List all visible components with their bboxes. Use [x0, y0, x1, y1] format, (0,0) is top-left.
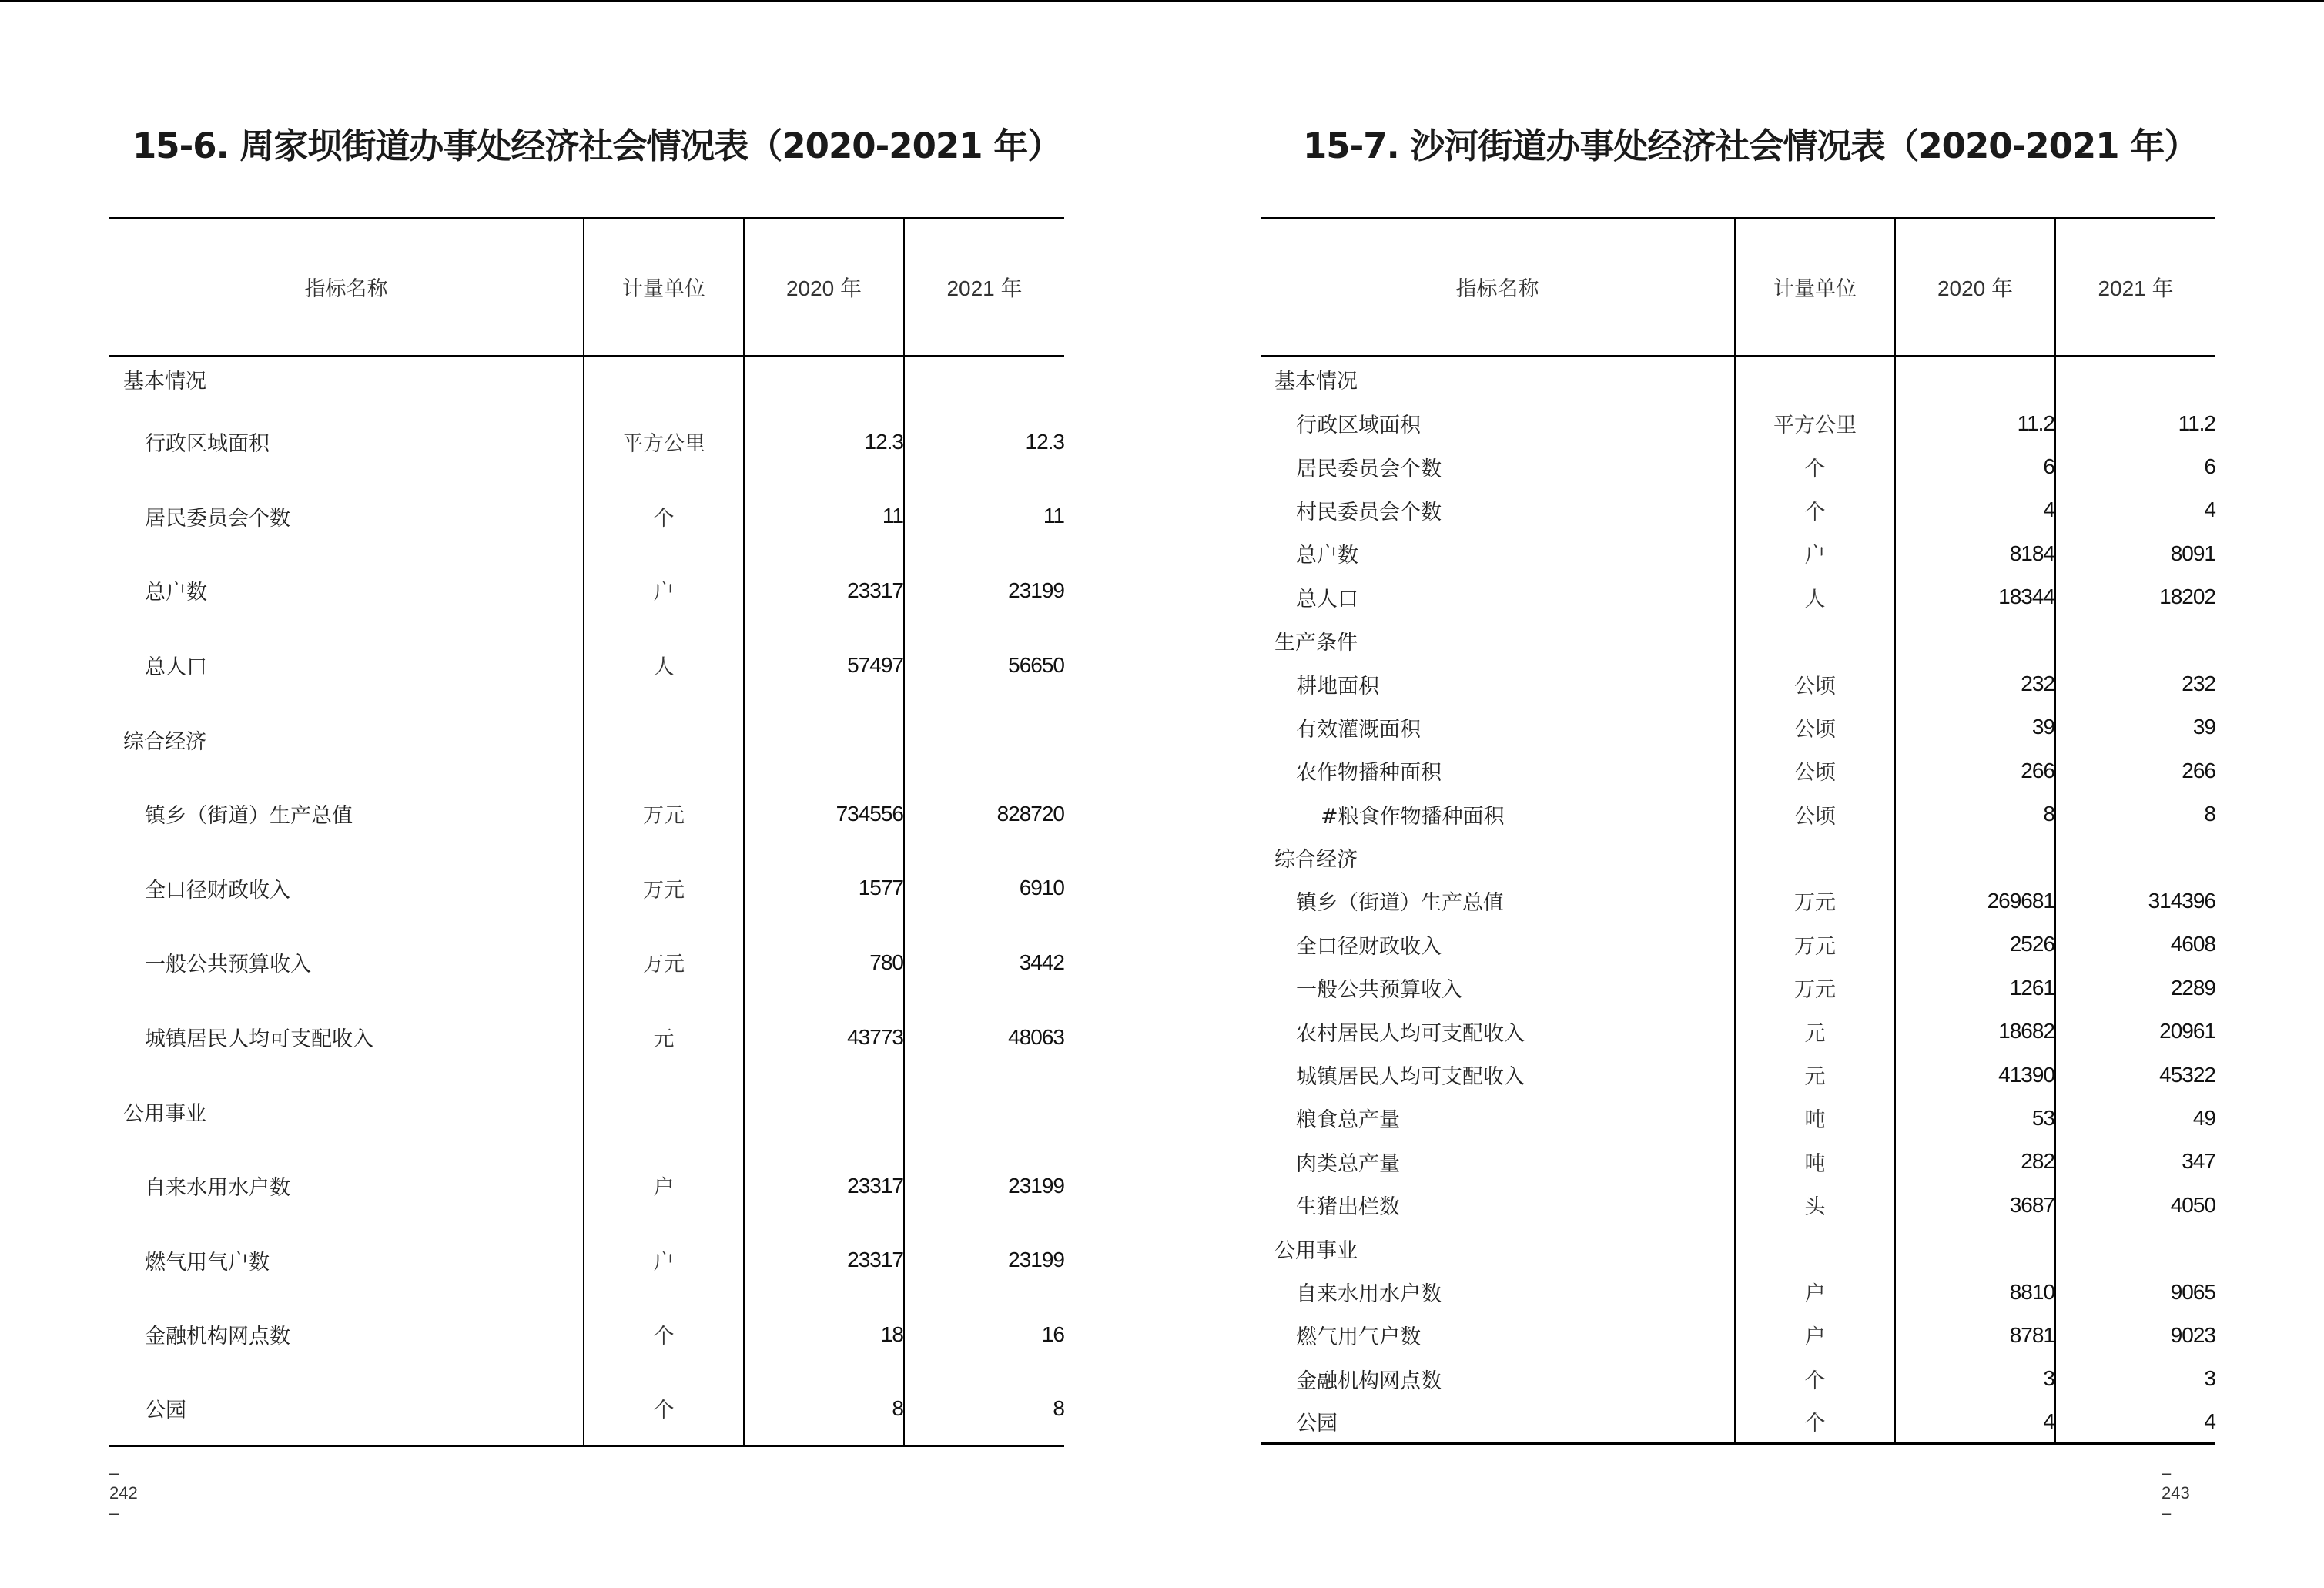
- indicator-name-cell: 燃气用气户数: [1296, 1325, 1421, 1350]
- header-year-2021: 2021 年: [2055, 219, 2215, 356]
- unit-cell: 人: [584, 628, 744, 702]
- header-unit: 计量单位: [1735, 219, 1895, 356]
- indicator-name-cell: 总人口: [1296, 587, 1358, 611]
- value-2020-cell: 11: [744, 479, 904, 554]
- value-2020-cell: 18: [744, 1298, 904, 1372]
- indicator-name-cell: 公园: [1261, 1400, 1735, 1443]
- indicator-name-cell: 总户数: [145, 581, 207, 605]
- value-2021-cell: [904, 1074, 1064, 1149]
- unit-cell: 吨: [1735, 1097, 1895, 1140]
- table-row: [1261, 967, 2215, 1010]
- indicator-name-cell: #粮食作物播种面积: [1321, 804, 1505, 829]
- header-unit: 计量单位: [584, 219, 744, 356]
- value-2021-cell: 8091: [2055, 532, 2215, 575]
- value-2020-cell: 57497: [744, 628, 904, 702]
- indicator-name-cell: 总户数: [1296, 544, 1358, 568]
- value-2021-cell: [2055, 618, 2215, 662]
- value-2021-cell: [2055, 836, 2215, 879]
- unit-cell: 户: [584, 1148, 744, 1223]
- value-2021-cell: 48063: [904, 1000, 1064, 1074]
- table-row: [1261, 575, 2215, 618]
- value-2020-cell: 12.3: [744, 405, 904, 480]
- table-section-row: [1261, 618, 2215, 662]
- table-row: [109, 1372, 1064, 1446]
- table-row: [1261, 1140, 2215, 1183]
- unit-cell: 个: [584, 479, 744, 554]
- stats-table: [1261, 217, 2215, 1445]
- value-2020-cell: 282: [1895, 1140, 2055, 1183]
- table-row: [1261, 532, 2215, 575]
- unit-cell: 吨: [1735, 1140, 1895, 1183]
- unit-cell: 万元: [584, 776, 744, 851]
- table-row: [1261, 792, 2215, 836]
- value-2020-cell: 8184: [1895, 532, 2055, 575]
- value-2020-cell: 780: [744, 926, 904, 1000]
- unit-cell: 个: [584, 1372, 744, 1446]
- value-2020-cell: [1895, 836, 2055, 879]
- value-2020-cell: 41390: [1895, 1053, 2055, 1096]
- table-row: [1261, 923, 2215, 966]
- value-2021-cell: 4: [2055, 488, 2215, 531]
- indicator-name-cell: 燃气用气户数: [145, 1250, 270, 1275]
- indicator-name-cell: 自来水用水户数: [145, 1176, 290, 1201]
- table-row: [1261, 1097, 2215, 1140]
- header-indicator-name: 指标名称: [109, 219, 584, 356]
- indicator-name-cell: 全口径财政收入: [145, 878, 290, 903]
- value-2020-cell: 8: [744, 1372, 904, 1446]
- value-2020-cell: [1895, 618, 2055, 662]
- value-2021-cell: 49: [2055, 1097, 2215, 1140]
- indicator-name-cell: 一般公共预算收入: [145, 953, 311, 977]
- table-row: [1261, 1010, 2215, 1053]
- value-2020-cell: 4: [1895, 488, 2055, 531]
- indicator-name-cell: 肉类总产量: [1296, 1151, 1400, 1176]
- value-2021-cell: 11: [904, 479, 1064, 554]
- table-row: [109, 554, 1064, 628]
- page-title: 15-6. 周家坝街道办事处经济社会情况表（2020-2021 年）: [132, 126, 1062, 166]
- indicator-name-cell: 生猪出栏数: [1296, 1195, 1400, 1220]
- table-row: [109, 628, 1064, 702]
- value-2021-cell: 9065: [2055, 1270, 2215, 1313]
- value-2021-cell: 16: [904, 1298, 1064, 1372]
- indicator-name-cell: 基本情况: [123, 369, 206, 394]
- value-2021-cell: [2055, 356, 2215, 402]
- unit-cell: 户: [1735, 1314, 1895, 1357]
- value-2021-cell: 6: [2055, 445, 2215, 488]
- unit-cell: 公顷: [1735, 749, 1895, 792]
- value-2020-cell: 734556: [744, 776, 904, 851]
- value-2021-cell: 39: [2055, 705, 2215, 749]
- value-2020-cell: [744, 1074, 904, 1149]
- indicator-name-cell: 行政区域面积: [1296, 414, 1421, 438]
- value-2020-cell: 269681: [1895, 879, 2055, 923]
- indicator-name-cell: 镇乡（街道）生产总值: [145, 804, 353, 829]
- value-2021-cell: 314396: [2055, 879, 2215, 923]
- table-row: [1261, 749, 2215, 792]
- table-row: [1261, 1314, 2215, 1357]
- unit-cell: 公顷: [1735, 705, 1895, 749]
- value-2020-cell: 8: [1895, 792, 2055, 836]
- unit-cell: 个: [1735, 445, 1895, 488]
- value-2021-cell: 3442: [904, 926, 1064, 1000]
- table-section-row: [1261, 1227, 2215, 1270]
- value-2021-cell: [904, 356, 1064, 405]
- table-section-row: [1261, 356, 2215, 402]
- unit-cell: 平方公里: [1735, 402, 1895, 445]
- header-indicator-name: 指标名称: [1261, 219, 1735, 356]
- value-2021-cell: 3: [2055, 1357, 2215, 1400]
- value-2020-cell: 11.2: [1895, 402, 2055, 445]
- indicator-name-cell: 村民委员会个数: [1296, 500, 1442, 524]
- indicator-name-cell: 有效灌溉面积: [1296, 717, 1421, 742]
- value-2020-cell: 18682: [1895, 1010, 2055, 1053]
- value-2021-cell: 8: [2055, 792, 2215, 836]
- value-2021-cell: 232: [2055, 662, 2215, 705]
- value-2021-cell: 266: [2055, 749, 2215, 792]
- value-2020-cell: 266: [1895, 749, 2055, 792]
- value-2020-cell: 18344: [1895, 575, 2055, 618]
- unit-cell: 个: [1735, 1357, 1895, 1400]
- value-2021-cell: 12.3: [904, 405, 1064, 480]
- indicator-name-cell: 居民委员会个数: [1296, 457, 1442, 481]
- value-2021-cell: 2289: [2055, 967, 2215, 1010]
- unit-cell: 元: [1735, 1010, 1895, 1053]
- unit-cell: 户: [1735, 532, 1895, 575]
- top-border-line: [0, 0, 2324, 2]
- indicator-name-cell: 农作物播种面积: [1296, 761, 1442, 786]
- page-number: – 242 –: [109, 1463, 138, 1523]
- value-2021-cell: 8: [904, 1372, 1064, 1446]
- indicator-name-cell: 金融机构网点数: [145, 1325, 290, 1349]
- indicator-name-cell: 基本情况: [1274, 369, 1358, 394]
- value-2020-cell: 23317: [744, 1223, 904, 1298]
- indicator-name-cell: 综合经济: [123, 729, 206, 754]
- value-2020-cell: [1895, 1227, 2055, 1270]
- value-2020-cell: [1895, 356, 2055, 402]
- value-2020-cell: 2526: [1895, 923, 2055, 966]
- table-row: [1261, 1270, 2215, 1313]
- value-2021-cell: [904, 702, 1064, 777]
- indicator-name-cell: 自来水用水户数: [1296, 1282, 1442, 1306]
- table-row: [1261, 1053, 2215, 1096]
- indicator-name-cell: 农村居民人均可支配收入: [1296, 1021, 1525, 1046]
- indicator-name-cell: 公用事业: [1274, 1238, 1358, 1263]
- table-row: [1261, 1357, 2215, 1400]
- value-2021-cell: 23199: [904, 1148, 1064, 1223]
- indicator-name-cell: 公园: [109, 1372, 584, 1446]
- table-row: [1261, 1400, 2215, 1443]
- unit-cell: [1735, 836, 1895, 879]
- table-row: [1261, 705, 2215, 749]
- unit-cell: 元: [584, 1000, 744, 1074]
- value-2020-cell: 3687: [1895, 1184, 2055, 1227]
- indicator-name-cell: 耕地面积: [1296, 674, 1379, 699]
- value-2021-cell: 18202: [2055, 575, 2215, 618]
- value-2020-cell: 43773: [744, 1000, 904, 1074]
- indicator-name-cell: 综合经济: [1274, 848, 1358, 873]
- value-2020-cell: 53: [1895, 1097, 2055, 1140]
- unit-cell: 户: [584, 554, 744, 628]
- header-year-2020: 2020 年: [1895, 219, 2055, 356]
- value-2020-cell: 4: [1895, 1400, 2055, 1443]
- table-section-row: [109, 702, 1064, 777]
- header-year-2020: 2020 年: [744, 219, 904, 356]
- unit-cell: 公顷: [1735, 662, 1895, 705]
- table-row: [1261, 445, 2215, 488]
- indicator-name-cell: 一般公共预算收入: [1296, 978, 1462, 1003]
- table-row: [1261, 662, 2215, 705]
- table-header-row: [1261, 219, 2215, 356]
- value-2020-cell: 6: [1895, 445, 2055, 488]
- value-2021-cell: 4608: [2055, 923, 2215, 966]
- value-2020-cell: [744, 702, 904, 777]
- table-section-row: [109, 1074, 1064, 1149]
- value-2020-cell: 3: [1895, 1357, 2055, 1400]
- page-title: 15-7. 沙河街道办事处经济社会情况表（2020-2021 年）: [1303, 126, 2198, 166]
- value-2020-cell: 8810: [1895, 1270, 2055, 1313]
- value-2021-cell: 56650: [904, 628, 1064, 702]
- unit-cell: 户: [584, 1223, 744, 1298]
- value-2020-cell: 39: [1895, 705, 2055, 749]
- header-year-2021: 2021 年: [904, 219, 1064, 356]
- table-header-row: [109, 219, 1064, 356]
- table-row: [1261, 879, 2215, 923]
- value-2021-cell: 11.2: [2055, 402, 2215, 445]
- value-2021-cell: 828720: [904, 776, 1064, 851]
- value-2021-cell: 23199: [904, 1223, 1064, 1298]
- indicator-name-cell: 粮食总产量: [1296, 1108, 1400, 1133]
- value-2021-cell: 9023: [2055, 1314, 2215, 1357]
- table-row: [1261, 1184, 2215, 1227]
- value-2021-cell: 347: [2055, 1140, 2215, 1183]
- table-row: [109, 1223, 1064, 1298]
- value-2021-cell: 20961: [2055, 1010, 2215, 1053]
- value-2020-cell: 23317: [744, 554, 904, 628]
- indicator-name-cell: 生产条件: [1274, 631, 1358, 655]
- value-2021-cell: 45322: [2055, 1053, 2215, 1096]
- unit-cell: [584, 1074, 744, 1149]
- table-row: [109, 776, 1064, 851]
- value-2020-cell: 8781: [1895, 1314, 2055, 1357]
- value-2021-cell: 4050: [2055, 1184, 2215, 1227]
- unit-cell: 户: [1735, 1270, 1895, 1313]
- unit-cell: 公顷: [1735, 792, 1895, 836]
- indicator-name-cell: 行政区域面积: [145, 432, 270, 457]
- value-2020-cell: [744, 356, 904, 405]
- indicator-name-cell: 镇乡（街道）生产总值: [1296, 891, 1504, 916]
- value-2021-cell: [2055, 1227, 2215, 1270]
- table-row: [109, 1148, 1064, 1223]
- unit-cell: 元: [1735, 1053, 1895, 1096]
- table-section-row: [1261, 836, 2215, 879]
- unit-cell: [1735, 618, 1895, 662]
- unit-cell: 万元: [1735, 923, 1895, 966]
- table-row: [109, 926, 1064, 1000]
- value-2020-cell: 23317: [744, 1148, 904, 1223]
- indicator-name-cell: 居民委员会个数: [145, 506, 290, 531]
- unit-cell: 万元: [584, 851, 744, 926]
- table-row: [109, 851, 1064, 926]
- value-2021-cell: 23199: [904, 554, 1064, 628]
- indicator-name-cell: 金融机构网点数: [1296, 1369, 1442, 1393]
- unit-cell: 头: [1735, 1184, 1895, 1227]
- unit-cell: 个: [584, 1298, 744, 1372]
- indicator-name-cell: 公用事业: [123, 1101, 206, 1126]
- table-row: [109, 1298, 1064, 1372]
- table-row: [109, 405, 1064, 480]
- value-2020-cell: 1577: [744, 851, 904, 926]
- unit-cell: 万元: [1735, 879, 1895, 923]
- table-row: [1261, 488, 2215, 531]
- value-2020-cell: 1261: [1895, 967, 2055, 1010]
- unit-cell: [1735, 356, 1895, 402]
- stats-table: [109, 217, 1064, 1447]
- indicator-name-cell: 总人口: [145, 655, 207, 680]
- unit-cell: 个: [1735, 1400, 1895, 1443]
- unit-cell: 万元: [584, 926, 744, 1000]
- indicator-name-cell: 全口径财政收入: [1296, 934, 1442, 959]
- table-section-row: [109, 356, 1064, 405]
- unit-cell: 个: [1735, 488, 1895, 531]
- value-2021-cell: 6910: [904, 851, 1064, 926]
- page-number: – 243 –: [2162, 1463, 2190, 1523]
- table-row: [109, 479, 1064, 554]
- indicator-name-cell: 城镇居民人均可支配收入: [1296, 1065, 1525, 1090]
- unit-cell: 万元: [1735, 967, 1895, 1010]
- table-row: [109, 1000, 1064, 1074]
- unit-cell: 平方公里: [584, 405, 744, 480]
- unit-cell: [1735, 1227, 1895, 1270]
- value-2021-cell: 4: [2055, 1400, 2215, 1443]
- unit-cell: 人: [1735, 575, 1895, 618]
- table-row: [1261, 402, 2215, 445]
- unit-cell: [584, 356, 744, 405]
- indicator-name-cell: 城镇居民人均可支配收入: [145, 1027, 373, 1052]
- unit-cell: [584, 702, 744, 777]
- value-2020-cell: 232: [1895, 662, 2055, 705]
